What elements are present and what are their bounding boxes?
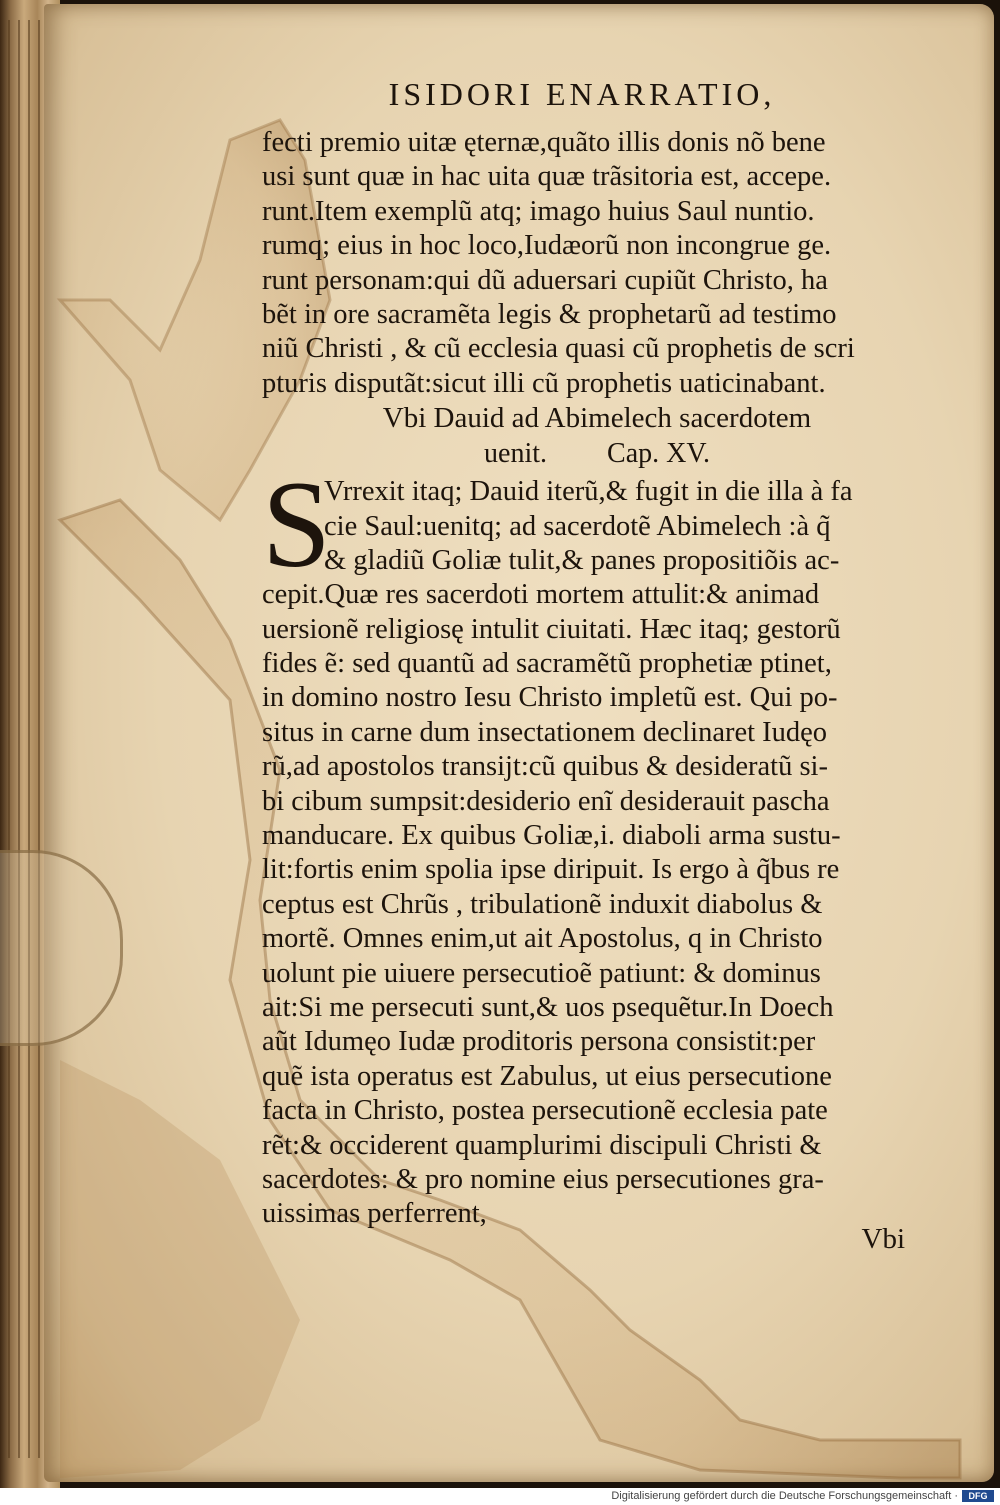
- catchword: Vbi: [861, 1223, 905, 1255]
- text-line: cie Saul:uenitq; ad sacerdotẽ Abimelech :à q̃: [324, 510, 831, 542]
- chapter-number: XV.: [666, 438, 710, 470]
- digitization-footer: [0, 1488, 1000, 1505]
- dfg-logo: DFG: [962, 1490, 994, 1502]
- chapter-heading: [262, 435, 932, 473]
- chapter-title-continuation: uenit.: [484, 438, 548, 470]
- dropcap-initial: S: [262, 456, 331, 594]
- chapter-body: S Vrrexit itaq; Dauid iterũ,& fugit in die illa à fa cie Saul:uenitq; ad sacerdotẽ Abimelech :à q̃ & gladiũ Goliæ tulit,& panes propositiõis ac- cepit.Quæ res sacerdoti mortem attulit:& animad uersionẽ religiosę intulit ciuitati. Hæc itaq; gestorũ fides ẽ: sed quantũ ad sacramẽtũ prophetiæ ptinet, in domino nostro Iesu Christo impletũ est. Qui po- situs in carne dum insectationem declinaret Iudęo rũ,ad apostolos transijt:cũ quibus & desideratũ si- bi cibum sumpsit:desiderio enĩ desiderauit pascha manducare. Ex quibus Goliæ,i. diaboli arma sustu- lit:fortis enim spolia ipse diripuit. Is ergo à q̃bus re ceptus est Chrũs , tribulationẽ induxit diabolus & mortẽ. Omnes enim,ut ait Apostolus, q in Christo uolunt pie uiuere persecutioẽ patiunt: & dominus ait:Si me persecuti sunt,& uos psequẽtur.In Doech aũt Idumęo Iudæ proditoris persona consistit:per quẽ ista operatus est Zabulus, ut eius persecutione facta in Christo, postea persecutionẽ ecclesia pate rẽt:& occiderent quamplurimi discipuli Christi & sacerdotes: & pro nomine eius persecutiones gra- uissimas perferrent,: [262, 456, 853, 1230]
- chapter-label: Cap. XV.: [607, 438, 710, 470]
- text-block: [262, 62, 932, 1232]
- footer-credit: Digitalisierung gefördert durch die Deutsche Forschungsgemeinschaft ·: [611, 1490, 958, 1502]
- text-line: & gladiũ Goliæ tulit,& panes propositiõis ac-: [324, 544, 840, 576]
- text-line: Vrrexit itaq; Dauid iterũ,& fugit in die illa à fa: [324, 476, 853, 508]
- running-head: ISIDORI ENARRATIO,: [388, 76, 776, 112]
- text-lines-before-chapter: fecti premio uitæ ęternæ,quãto illis donis nõ bene usi sunt quæ in hac uita quæ trãsitoria est, accepe. runt.Item exemplũ atq; imago huius Saul nuntio. rumq; eius in hoc loco,Iudæorũ non incongrue ge. runt personam:qui dũ aduersari cupiũt Christo, ha bẽt in ore sacramẽta legis & prophetarũ ad testimo niũ Christi , & cũ ecclesia quasi cũ prophetis de scri pturis disputãt:sicut illi cũ prophetis uaticinabant.: [262, 127, 855, 399]
- chapter-title: Vbi Dauid ad Abimelech sacerdotem: [382, 402, 812, 435]
